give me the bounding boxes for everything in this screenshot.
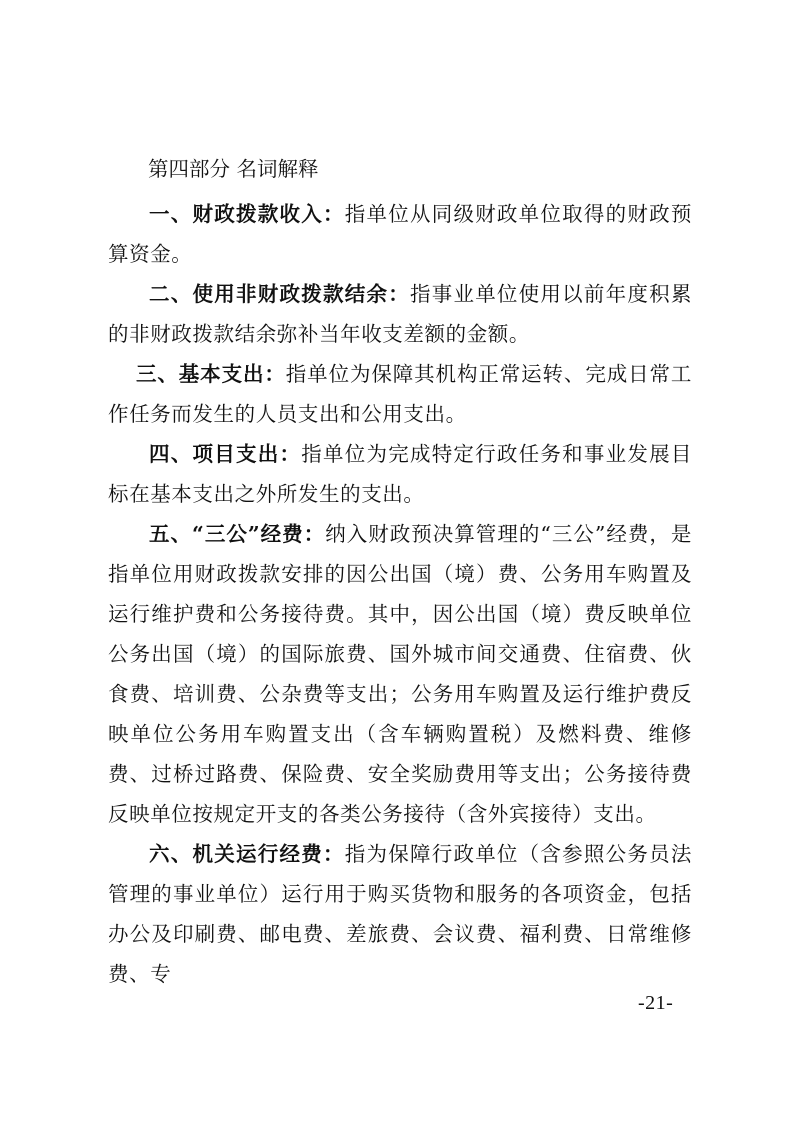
definition-term: 五、“三公”经费：	[149, 522, 326, 546]
definition-paragraph	[108, 194, 692, 274]
definition-paragraph	[108, 514, 692, 834]
definition-text: 指单位为保障其机构正常运转、完成日常工作任务而发生的人员支出和公用支出。	[108, 362, 693, 426]
definition-text: 指单位为完成特定行政任务和事业发展目标在基本支出之外所发生的支出。	[108, 442, 692, 506]
definition-text: 指单位从同级财政单位取得的财政预算资金。	[108, 202, 692, 266]
definition-text: 指事业单位使用以前年度积累的非财政拨款结余弥补当年收支差额的金额。	[108, 282, 692, 346]
definition-paragraph	[108, 434, 692, 514]
section-title: 第四部分 名词解释	[148, 157, 319, 181]
definition-paragraph	[108, 274, 692, 354]
page-content	[108, 150, 692, 994]
definition-text: 纳入财政预决算管理的“三公”经费，是指单位用财政拨款安排的因公出国（境）费、公务用车购置及运行维护费和公务接待费。其中，因公出国（境）费反映单位公务出国（境）的国际旅费、国外城市间交通费、住宿费、伙食费、培训费、公杂费等支出；公务用车购置及运行维护费反映单位公务用车购置支出（含车辆购置税）及燃料费、维修费、过桥过路费、保险费、安全奖励费用等支出；公务接待费反映单位按规定开支的各类公务接待（含外宾接待）支出。	[108, 522, 693, 826]
definition-term: 二、使用非财政拨款结余：	[149, 282, 410, 306]
definition-term: 六、机关运行经费：	[149, 842, 345, 866]
definition-text: 指为保障行政单位（含参照公务员法管理的事业单位）运行用于购买货物和服务的各项资金，包括办公及印刷费、邮电费、差旅费、会议费、福利费、日常维修费、专	[108, 842, 692, 986]
definition-term: 四、项目支出：	[149, 442, 302, 466]
page-number: -21-	[638, 992, 674, 1014]
definition-paragraph	[108, 834, 692, 994]
definition-term: 一、财政拨款收入：	[149, 202, 345, 226]
definition-paragraph	[108, 354, 692, 434]
definition-term: 三、基本支出：	[136, 362, 286, 386]
